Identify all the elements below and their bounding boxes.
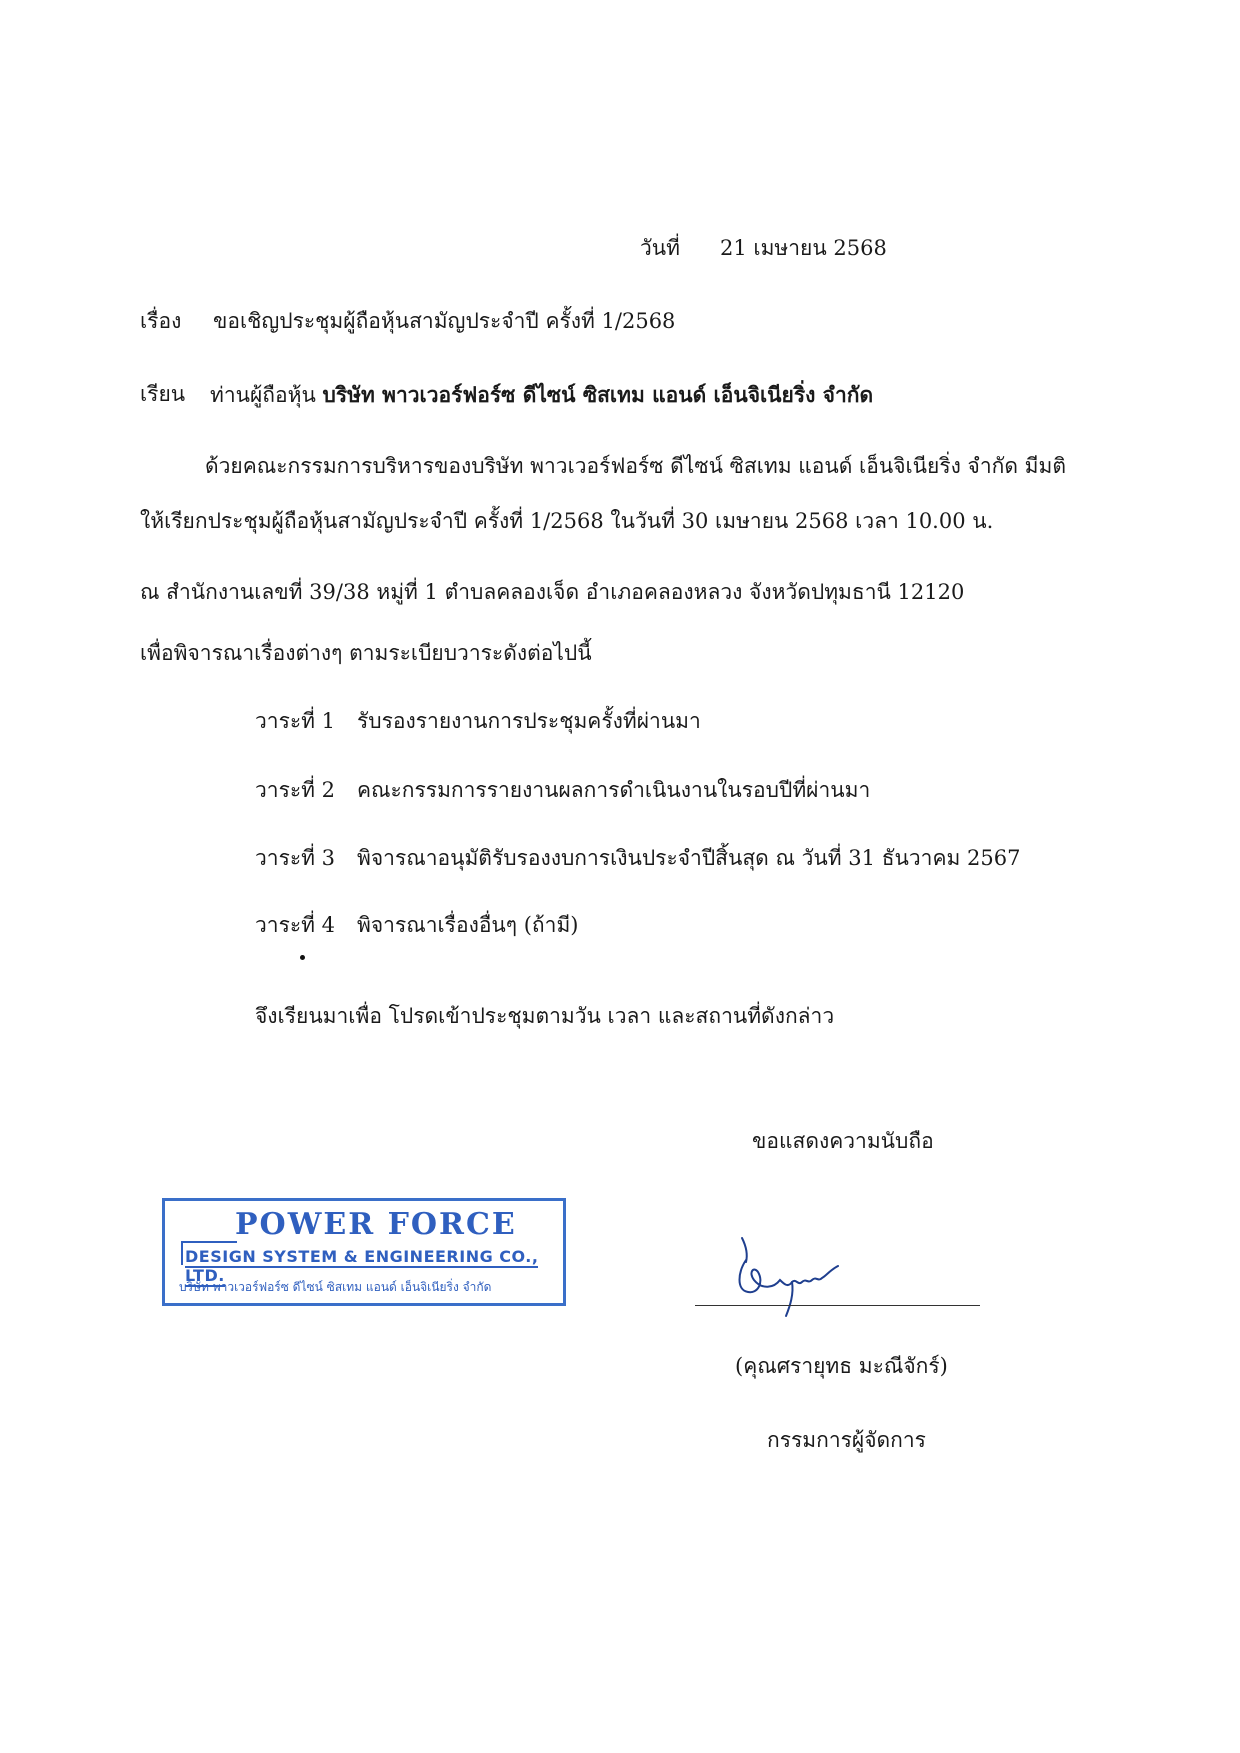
body-line-4: เพื่อพิจารณาเรื่องต่างๆ ตามระเบียบวาระดังต่อไปนี้ [140, 641, 592, 665]
agenda-text: พิจารณาอนุมัติรับรองงบการเงินประจำปีสิ้นสุด ณ วันที่ 31 ธันวาคม 2567 [357, 846, 1021, 870]
stamp-rule-vertical [181, 1241, 183, 1265]
agenda-text: รับรองรายงานการประชุมครั้งที่ผ่านมา [357, 709, 701, 733]
company-stamp [162, 1198, 566, 1306]
letter-date [640, 238, 887, 259]
regards-text: ขอแสดงความนับถือ [752, 1129, 934, 1153]
stamp-title: POWER FORCE [235, 1207, 517, 1242]
recipient-text [210, 384, 873, 406]
stamp-subtitle-text: DESIGN SYSTEM & ENGINEERING CO., LTD. [185, 1247, 539, 1285]
signer-name: (คุณศรายุทธ มะณีจักร์) [735, 1354, 948, 1378]
agenda-number: วาระที่ 3 [255, 846, 336, 870]
agenda-number: วาระที่ 4 [255, 913, 336, 937]
stamp-thai-name: บริษัท พาวเวอร์ฟอร์ซ ดีไซน์ ซิสเทม แอนด์ เอ็นจิเนียริ่ง จำกัด [179, 1280, 492, 1294]
subject-text: ขอเชิญประชุมผู้ถือหุ้นสามัญประจำปี ครั้งที่ 1/2568 [213, 309, 676, 333]
agenda-text: พิจารณาเรื่องอื่นๆ (ถ้ามี) [357, 913, 579, 937]
agenda-number: วาระที่ 2 [255, 778, 336, 802]
closing-text: จึงเรียนมาเพื่อ โปรดเข้าประชุมตามวัน เวลา และสถานที่ดังกล่าว [255, 1004, 835, 1028]
handwritten-signature [728, 1232, 848, 1322]
agenda-number: วาระที่ 1 [255, 709, 336, 733]
subject-label: เรื่อง [140, 309, 182, 333]
signer-position: กรรมการผู้จัดการ [767, 1428, 926, 1452]
body-line-2: ให้เรียกประชุมผู้ถือหุ้นสามัญประจำปี ครั้งที่ 1/2568 ในวันที่ 30 เมษายน 2568 เวลา 10.00 น. [140, 509, 994, 533]
recipient-label: เรียน [140, 382, 186, 406]
stamp-rule [181, 1241, 237, 1243]
date-label: วันที่ [640, 236, 680, 260]
signature-line [695, 1305, 980, 1306]
body-line-3: ณ สำนักงานเลขที่ 39/38 หมู่ที่ 1 ตำบลคลองเจ็ด อำเภอคลองหลวง จังหวัดปทุมธานี 12120 [140, 580, 965, 604]
body-line-1: ด้วยคณะกรรมการบริหารของบริษัท พาวเวอร์ฟอร์ซ ดีไซน์ ซิสเทม แอนด์ เอ็นจิเนียริ่ง จำกัด มีมติ [205, 454, 1066, 478]
recipient-prefix: ท่านผู้ถือหุ้น [210, 383, 316, 407]
recipient-company: บริษัท พาวเวอร์ฟอร์ซ ดีไซน์ ซิสเทม แอนด์ เอ็นจิเนียริ่ง จำกัด [322, 382, 874, 407]
stray-dot [300, 955, 305, 960]
agenda-text: คณะกรรมการรายงานผลการดำเนินงานในรอบปีที่ผ่านมา [357, 778, 871, 802]
date-value: 21 เมษายน 2568 [720, 236, 887, 260]
